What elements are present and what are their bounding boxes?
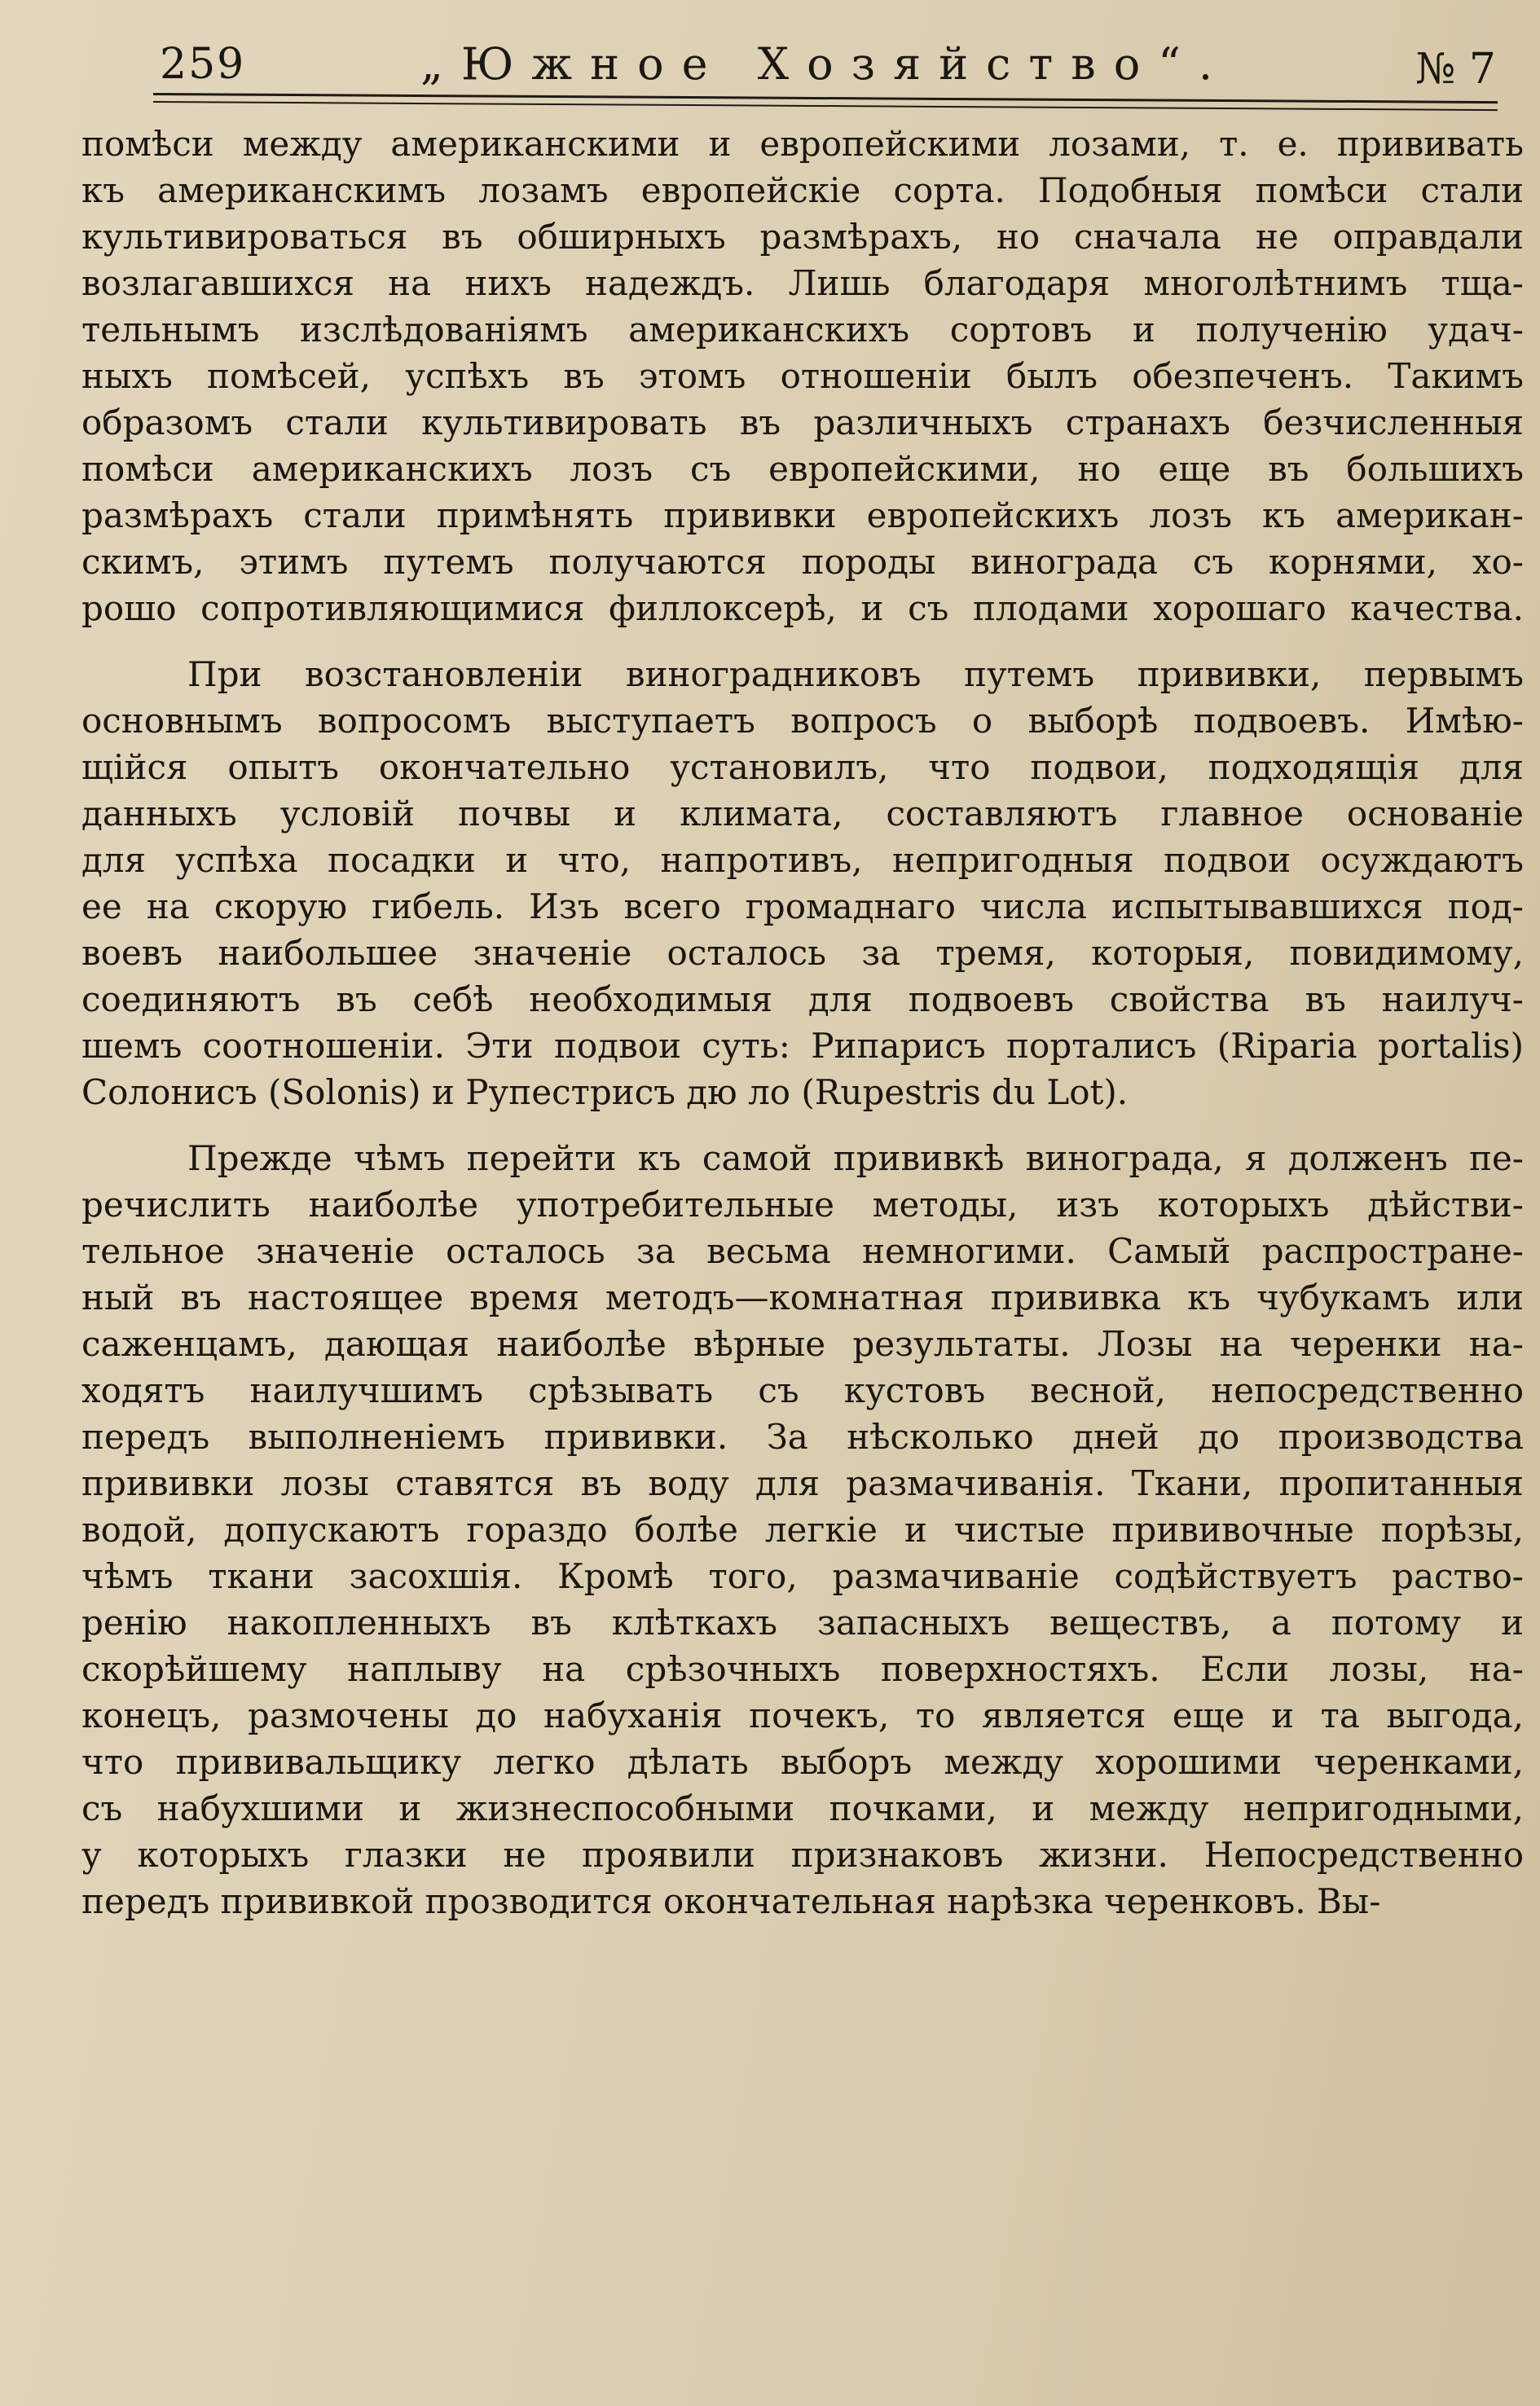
text-line: помѣси между американскими и европейскими лозами, т. е. прививать [81, 124, 1524, 164]
text-line: культивироваться въ обширныхъ размѣрахъ, но сначала не оправдали [81, 217, 1524, 257]
page-number: 259 [160, 40, 246, 89]
text-line: шемъ соотношеніи. Эти подвои суть: Рипарисъ порталисъ (Riparia portalis) [81, 1026, 1524, 1066]
text-line: тельнымъ изслѣдованіямъ американскихъ сортовъ и полученію удач- [81, 310, 1524, 350]
text-line: водой, допускаютъ гораздо болѣе легкіе и чистые прививочные порѣзы, [81, 1510, 1524, 1550]
text-line: ный въ настоящее время методъ—комнатная прививка къ чубукамъ или [81, 1278, 1524, 1317]
text-line: къ американскимъ лозамъ европейскіе сорта. Подобныя помѣси стали [81, 170, 1524, 210]
paragraph-gap [81, 631, 1524, 651]
paragraph-gap [81, 1115, 1524, 1135]
text-line: соединяютъ въ себѣ необходимыя для подвоевъ свойства въ наилуч- [81, 979, 1524, 1019]
paragraph [81, 121, 1524, 631]
paragraph [81, 1135, 1524, 1924]
text-line: рошо сопротивляющимися филлоксерѣ, и съ плодами хорошаго качества. [81, 588, 1524, 628]
text-line: Солонисъ (Solonis) и Рупестрисъ дю ло (Rupestris du Lot). [81, 1072, 1129, 1112]
issue-number: № 7 [1415, 45, 1496, 94]
text-line: возлагавшихся на нихъ надеждъ. Лишь благодаря многолѣтнимъ тща- [81, 263, 1524, 303]
text-line: щійся опытъ окончательно установилъ, что подвои, подходящія для [81, 747, 1524, 787]
text-line: скорѣйшему наплыву на срѣзочныхъ поверхностяхъ. Если лозы, на- [81, 1649, 1524, 1689]
text-line: прививки лозы ставятся въ воду для размачиванія. Ткани, пропитанныя [81, 1463, 1524, 1503]
text-line: помѣси американскихъ лозъ съ европейскими, но еще въ большихъ [81, 449, 1524, 489]
text-line: ныхъ помѣсей, успѣхъ въ этомъ отношеніи былъ обезпеченъ. Такимъ [81, 356, 1524, 396]
text-line: скимъ, этимъ путемъ получаются породы винограда съ корнями, хо- [81, 542, 1524, 582]
text-line: конецъ, размочены до набуханія почекъ, то является еще и та выгода, [81, 1696, 1524, 1735]
text-line: ее на скорую гибель. Изъ всего громаднаго числа испытывавшихся под- [81, 886, 1524, 926]
text-line: ходятъ наилучшимъ срѣзывать съ кустовъ весной, непосредственно [81, 1370, 1524, 1410]
text-line: саженцамъ, дающая наиболѣе вѣрные результаты. Лозы на черенки на- [81, 1324, 1524, 1364]
text-line: образомъ стали культивировать въ различныхъ странахъ безчисленныя [81, 402, 1524, 442]
text-line: воевъ наибольшее значеніе осталось за тремя, которыя, повидимому, [81, 933, 1524, 973]
text-line: съ набухшими и жизнеспособными почками, и между непригодными, [81, 1788, 1524, 1828]
text-line: тельное значеніе осталось за весьма немногими. Самый распростране- [81, 1231, 1524, 1271]
text-line: Прежде чѣмъ перейти къ самой прививкѣ винограда, я долженъ пе- [187, 1138, 1524, 1178]
text-line: речислить наиболѣе употребительные методы, изъ которыхъ дѣйстви- [81, 1185, 1524, 1225]
text-line: чѣмъ ткани засохшія. Кромѣ того, размачиваніе содѣйствуетъ раство- [81, 1556, 1524, 1596]
body-text [81, 121, 1524, 1924]
text-line: размѣрахъ стали примѣнять прививки европейскихъ лозъ къ американ- [81, 495, 1524, 535]
text-line: у которыхъ глазки не проявили признаковъ жизни. Непосредственно [81, 1835, 1524, 1875]
text-line: передъ выполненіемъ прививки. За нѣсколько дней до производства [81, 1417, 1524, 1457]
text-line: ренію накопленныхъ въ клѣткахъ запасныхъ веществъ, а потому и [81, 1603, 1524, 1643]
running-header [160, 36, 1496, 101]
paragraph [81, 651, 1524, 1115]
text-line: передъ прививкой прозводится окончательная нарѣзка черенковъ. Вы- [81, 1881, 1381, 1921]
header-rule-bottom [153, 101, 1498, 111]
text-line: основнымъ вопросомъ выступаетъ вопросъ о выборѣ подвоевъ. Имѣю- [81, 701, 1524, 741]
text-line: При возстановленіи виноградниковъ путемъ прививки, первымъ [187, 654, 1524, 694]
journal-title: „Южное Хозяйство“. [420, 38, 1230, 90]
text-line: для успѣха посадки и что, напротивъ, непригодныя подвои осуждаютъ [81, 840, 1524, 880]
text-line: что прививальщику легко дѣлать выборъ между хорошими черенками, [81, 1742, 1524, 1782]
text-line: данныхъ условій почвы и климата, составляютъ главное основаніе [81, 794, 1524, 834]
